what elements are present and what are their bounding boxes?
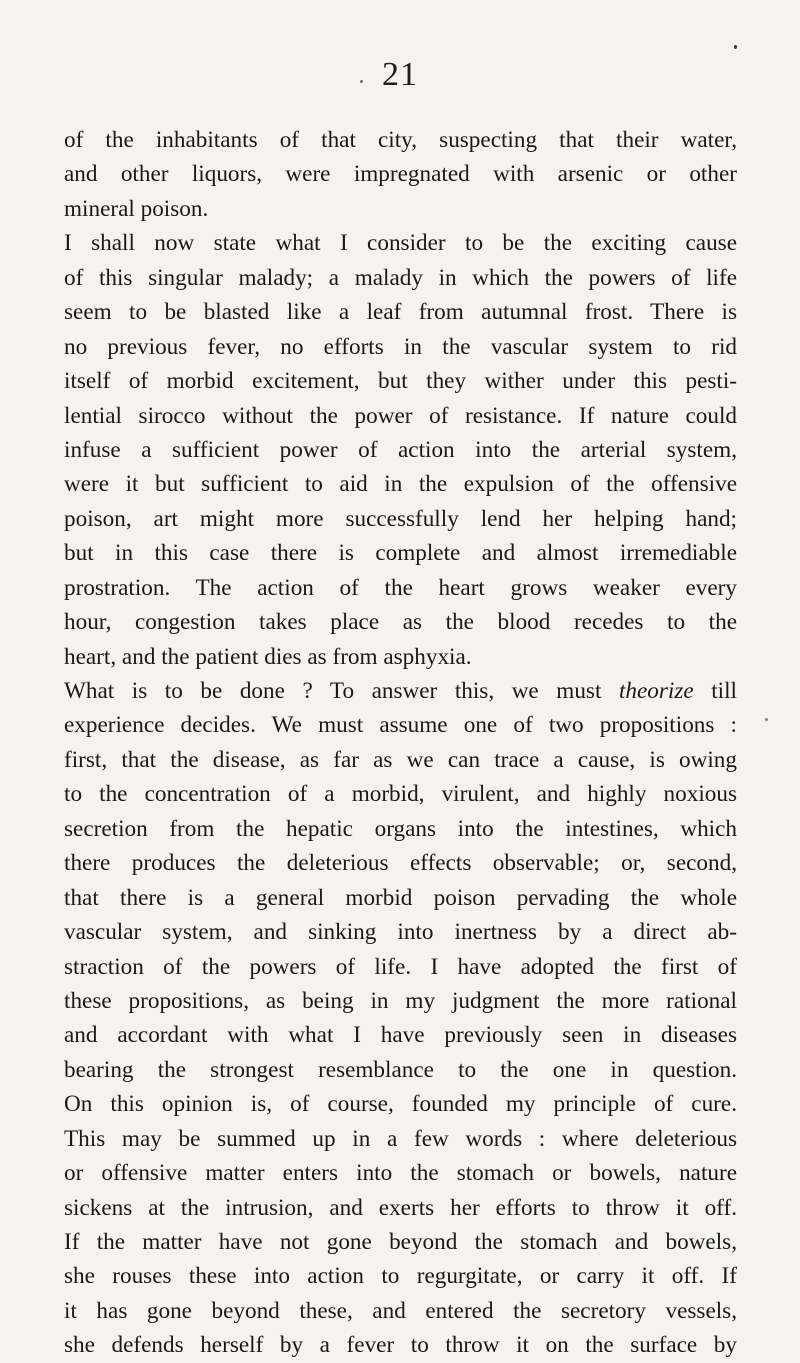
text-line-9: lential sirocco without the power of resistance. If nature could	[64, 402, 737, 429]
text-line-24: vascular system, and sinking into inertness by a direct ab-	[64, 919, 737, 946]
text-line-30: This may be summed up in a few words : where deleterious	[64, 1125, 737, 1152]
text-line-16: heart, and the patient dies as from asphyxia.	[64, 643, 472, 670]
italic-word-theorize: theorize	[618, 678, 694, 704]
text-line-35: it has gone beyond these, and entered the secretory vessels,	[64, 1297, 737, 1324]
body-text	[64, 123, 737, 1363]
print-speck-top	[734, 45, 737, 49]
text-line-19: first, that the disease, as far as we can trace a cause, is owing	[64, 746, 737, 773]
text-line-15: hour, congestion takes place as the blood recedes to the	[64, 609, 737, 636]
text-line-32: sickens at the intrusion, and exerts her efforts to throw it off.	[64, 1194, 737, 1221]
text-line-17-end: till	[693, 678, 737, 704]
text-line-3: mineral poison.	[64, 195, 209, 222]
text-line-17-start: What is to be done ? To answer this, we must	[64, 678, 619, 704]
text-line-22: there produces the deleterious effects observable; or, second,	[64, 850, 737, 877]
text-line-8: itself of morbid excitement, but they wither under this pesti-	[64, 368, 737, 395]
text-line-29: On this opinion is, of course, founded my principle of cure.	[64, 1091, 737, 1118]
print-speck-dot	[360, 80, 363, 83]
text-line-36: she defends herself by a fever to throw it on the surface by	[64, 1332, 737, 1359]
text-line-26: these propositions, as being in my judgment the more rational	[64, 987, 737, 1014]
text-line-33: If the matter have not gone beyond the stomach and bowels,	[64, 1229, 737, 1255]
page-number: 21	[382, 56, 418, 93]
text-line-25: straction of the powers of life. I have adopted the first of	[64, 953, 737, 980]
text-line-18: experience decides. We must assume one of two propositions :	[64, 712, 737, 739]
text-line-21: secretion from the hepatic organs into the intestines, which	[64, 815, 737, 842]
text-line-31: or offensive matter enters into the stomach or bowels, nature	[64, 1160, 737, 1187]
text-line-34: she rouses these into action to regurgitate, or carry it off. If	[64, 1263, 737, 1290]
text-line-4: I shall now state what I consider to be the exciting cause	[64, 230, 737, 257]
text-line-13: but in this case there is complete and almost irremediable	[64, 540, 737, 567]
text-line-14: prostration. The action of the heart grows weaker every	[64, 574, 737, 601]
text-line-5: of this singular malady; a malady in which the powers of life	[64, 264, 737, 291]
text-line-10: infuse a sufficient power of action into the arterial system,	[64, 436, 737, 463]
text-line-28: bearing the strongest resemblance to the one in question.	[64, 1056, 737, 1083]
text-line-1: of the inhabitants of that city, suspecting that their water,	[64, 127, 737, 153]
text-line-20: to the concentration of a morbid, virulent, and highly noxious	[64, 781, 737, 808]
text-line-12: poison, art might more successfully lend her helping hand;	[64, 505, 737, 532]
text-line-2: and other liquors, were impregnated with arsenic or other	[64, 161, 737, 188]
text-line-11: were it but sufficient to aid in the expulsion of the offensive	[64, 471, 737, 498]
text-line-6: seem to be blasted like a leaf from autumnal frost. There is	[64, 299, 737, 326]
print-speck-margin	[765, 718, 768, 721]
text-line-7: no previous fever, no efforts in the vascular system to rid	[64, 333, 737, 360]
text-line-23: that there is a general morbid poison pervading the whole	[64, 884, 737, 911]
text-line-27: and accordant with what I have previously seen in diseases	[64, 1022, 737, 1049]
text-line-17	[64, 674, 737, 708]
